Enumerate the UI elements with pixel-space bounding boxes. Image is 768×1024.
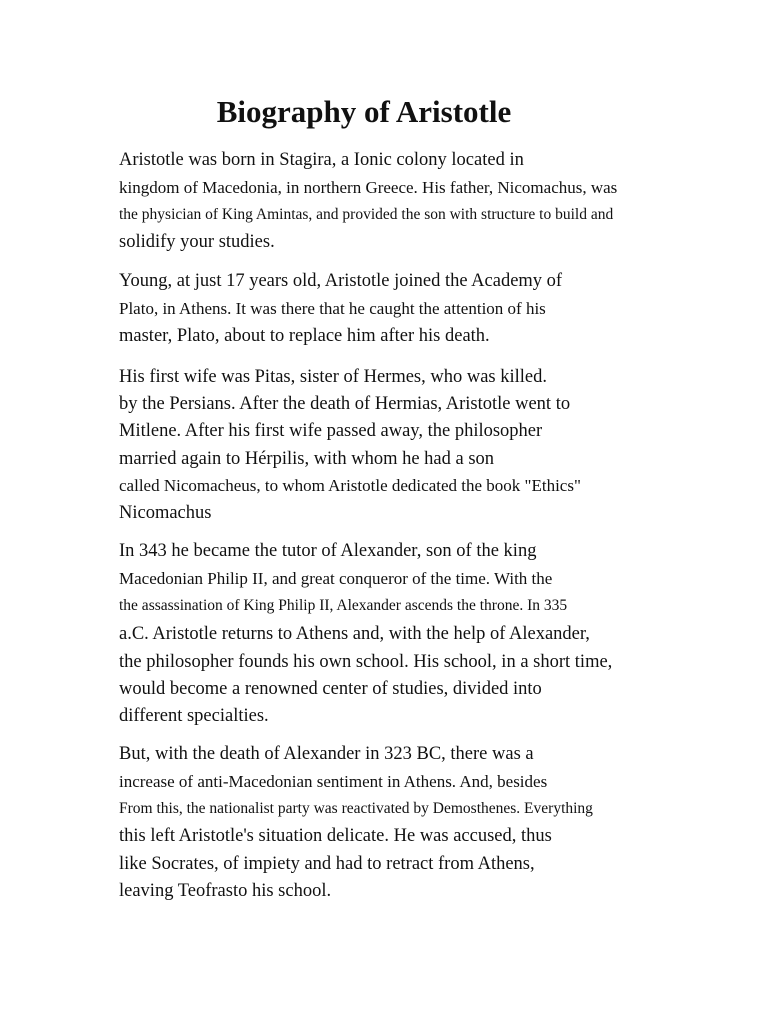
text-line: by the Persians. After the death of Hermias, Aristotle went to (119, 394, 571, 414)
text-line: the assassination of King Philip II, Alexander ascends the throne. In 335 (119, 597, 568, 614)
text-line: In 343 he became the tutor of Alexander, son of the king (119, 541, 537, 561)
text-line: master, Plato, about to replace him after his death. (119, 326, 490, 346)
page-title: Biography of Aristotle (216, 94, 512, 129)
text-line: From this, the nationalist party was reactivated by Demosthenes. Everything (119, 800, 593, 817)
text-line: solidify your studies. (119, 232, 275, 252)
text-line: called Nicomacheus, to whom Aristotle dedicated the book "Ethics" (119, 476, 581, 495)
text-line: would become a renowned center of studies, divided into (119, 679, 542, 699)
text-line: Mitlene. After his first wife passed away, the philosopher (119, 421, 543, 441)
text-line: this left Aristotle's situation delicate. He was accused, thus (119, 826, 552, 846)
text-line: Young, at just 17 years old, Aristotle joined the Academy of (119, 271, 563, 291)
text-line: the philosopher founds his own school. His school, in a short time, (119, 652, 613, 672)
text-line: leaving Teofrasto his school. (119, 881, 332, 901)
text-line: Nicomachus (119, 503, 212, 523)
text-line: Plato, in Athens. It was there that he caught the attention of his (119, 299, 546, 318)
text-line: kingdom of Macedonia, in northern Greece. His father, Nicomachus, was (119, 178, 618, 197)
text-line: like Socrates, of impiety and had to retract from Athens, (119, 854, 535, 874)
text-line: His first wife was Pitas, sister of Hermes, who was killed. (119, 367, 548, 387)
text-line: increase of anti-Macedonian sentiment in Athens. And, besides (119, 772, 548, 791)
text-line: the physician of King Amintas, and provided the son with structure to build and (119, 206, 614, 223)
text-line: Aristotle was born in Stagira, a Ionic colony located in (119, 150, 524, 170)
text-line: Macedonian Philip II, and great conqueror of the time. With the (119, 569, 553, 588)
text-line: But, with the death of Alexander in 323 BC, there was a (119, 744, 534, 764)
text-line: different specialties. (119, 706, 269, 726)
text-line: married again to Hérpilis, with whom he had a son (119, 449, 495, 469)
text-line: a.C. Aristotle returns to Athens and, with the help of Alexander, (119, 624, 590, 644)
